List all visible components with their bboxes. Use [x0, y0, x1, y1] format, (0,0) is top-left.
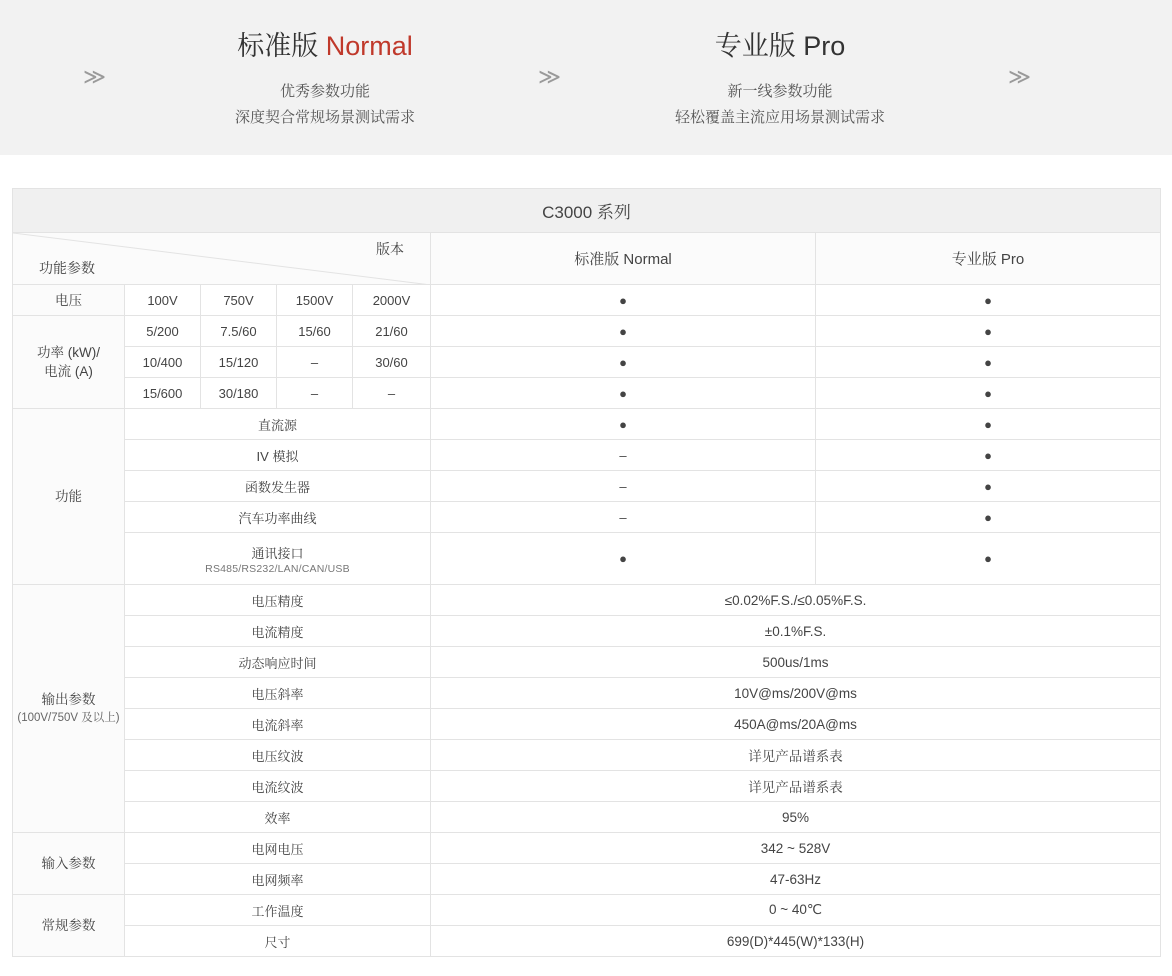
voltage-option-3: 1500V [277, 285, 353, 316]
output-name-7: 电流纹波 [125, 771, 431, 802]
power-r2-c4: 30/60 [353, 347, 431, 378]
power-r2-pro-mark: ● [816, 347, 1161, 378]
function-name-4: 汽车功率曲线 [125, 502, 431, 533]
table-row-power-3 [13, 378, 1161, 409]
table-row-power-2 [13, 347, 1161, 378]
chevron-right-icon-1: ≫ [82, 65, 108, 90]
spec-table [12, 188, 1161, 957]
power-r3-c3: – [277, 378, 353, 409]
table-row-function-5 [13, 533, 1161, 585]
corner-header-cell [13, 233, 431, 285]
function-4-normal-mark: – [431, 502, 816, 533]
function-name-5-sub: RS485/RS232/LAN/CAN/USB [205, 562, 350, 575]
version-desc-line2-normal: 深度契合常规场景测试需求 [234, 109, 415, 126]
table-row-function-4 [13, 502, 1161, 533]
row-label-output-main: 输出参数 [41, 691, 96, 707]
function-4-pro-mark: ● [816, 502, 1161, 533]
version-title-cn-pro: 专业版 [714, 31, 804, 61]
input-name-1: 电网电压 [125, 833, 431, 864]
table-row-output-5 [13, 709, 1161, 740]
power-r3-c4: – [353, 378, 431, 409]
output-value-2: ±0.1%F.S. [431, 616, 1161, 647]
power-r2-normal-mark: ● [431, 347, 816, 378]
output-value-5: 450A@ms/20A@ms [431, 709, 1161, 740]
output-name-2: 电流精度 [125, 616, 431, 647]
table-row-output-8 [13, 802, 1161, 833]
table-row-output-6 [13, 740, 1161, 771]
function-5-pro-mark: ● [816, 533, 1161, 585]
row-label-input: 输入参数 [13, 833, 125, 895]
function-3-pro-mark: ● [816, 471, 1161, 502]
row-label-general: 常规参数 [13, 895, 125, 957]
table-row-output-4 [13, 678, 1161, 709]
series-title: C3000 系列 [13, 189, 1161, 233]
table-row-general-1 [13, 895, 1161, 926]
power-r3-normal-mark: ● [431, 378, 816, 409]
chevron-right-icon-3: ≫ [1007, 65, 1033, 90]
table-row-output-3 [13, 647, 1161, 678]
power-r2-c1: 10/400 [125, 347, 201, 378]
power-r1-c4: 21/60 [353, 316, 431, 347]
voltage-option-2: 750V [201, 285, 277, 316]
column-header-normal: 标准版 Normal [431, 233, 816, 285]
output-name-6: 电压纹波 [125, 740, 431, 771]
voltage-option-4: 2000V [353, 285, 431, 316]
output-name-3: 动态响应时间 [125, 647, 431, 678]
version-card-pro [610, 24, 950, 131]
output-value-6: 详见产品谱系表 [431, 740, 1161, 771]
table-row-input-2 [13, 864, 1161, 895]
table-row-input-1 [13, 833, 1161, 864]
output-name-4: 电压斜率 [125, 678, 431, 709]
function-name-2: IV 模拟 [125, 440, 431, 471]
table-column-header-row [13, 233, 1161, 285]
power-r1-c1: 5/200 [125, 316, 201, 347]
power-r3-c2: 30/180 [201, 378, 277, 409]
table-row-general-2 [13, 926, 1161, 957]
table-row-function-1 [13, 409, 1161, 440]
voltage-pro-mark: ● [816, 285, 1161, 316]
function-2-pro-mark: ● [816, 440, 1161, 471]
general-value-1: 0 ~ 40℃ [431, 895, 1161, 926]
version-desc-line1-pro: 新一线参数功能 [727, 83, 833, 100]
version-title-cn-normal: 标准版 [237, 31, 326, 61]
voltage-normal-mark: ● [431, 285, 816, 316]
input-value-1: 342 ~ 528V [431, 833, 1161, 864]
table-row-output-2 [13, 616, 1161, 647]
function-name-1: 直流源 [125, 409, 431, 440]
row-label-output [13, 585, 125, 833]
power-r2-c2: 15/120 [201, 347, 277, 378]
general-name-2: 尺寸 [125, 926, 431, 957]
table-row-output-1 [13, 585, 1161, 616]
row-label-power [13, 316, 125, 409]
version-title-normal [160, 24, 490, 63]
version-title-en-pro: Pro [803, 31, 846, 61]
corner-version-label: 版本 [376, 241, 404, 257]
function-name-5: 通讯接口 [251, 545, 304, 561]
function-2-normal-mark: – [431, 440, 816, 471]
chevron-right-icon-2: ≫ [537, 65, 563, 90]
output-value-4: 10V@ms/200V@ms [431, 678, 1161, 709]
version-desc-line1-normal: 优秀参数功能 [279, 83, 370, 100]
table-row-output-7 [13, 771, 1161, 802]
power-r2-c3: – [277, 347, 353, 378]
version-desc-line2-pro: 轻松覆盖主流应用场景测试需求 [674, 109, 885, 126]
voltage-option-1: 100V [125, 285, 201, 316]
row-label-voltage: 电压 [13, 285, 125, 316]
function-name-5-cell [125, 533, 431, 585]
function-name-3: 函数发生器 [125, 471, 431, 502]
version-title-en-normal: Normal [325, 31, 413, 61]
column-header-pro: 专业版 Pro [816, 233, 1161, 285]
power-r1-normal-mark: ● [431, 316, 816, 347]
power-r1-pro-mark: ● [816, 316, 1161, 347]
spec-table-wrapper [12, 188, 1160, 957]
table-row-function-2 [13, 440, 1161, 471]
table-series-header-row [13, 189, 1161, 233]
version-banner [0, 0, 1172, 155]
output-name-8: 效率 [125, 802, 431, 833]
row-label-function: 功能 [13, 409, 125, 585]
function-1-normal-mark: ● [431, 409, 816, 440]
output-name-1: 电压精度 [125, 585, 431, 616]
corner-function-label: 功能参数 [39, 260, 95, 276]
version-card-normal [160, 24, 490, 131]
table-row-power-1 [13, 316, 1161, 347]
power-r1-c3: 15/60 [277, 316, 353, 347]
table-row-voltage [13, 285, 1161, 316]
output-value-1: ≤0.02%F.S./≤0.05%F.S. [431, 585, 1161, 616]
row-label-output-sub: (100V/750V 及以上) [17, 711, 120, 724]
row-label-power-line2: 电流 (A) [44, 364, 93, 379]
general-value-2: 699(D)*445(W)*133(H) [431, 926, 1161, 957]
general-name-1: 工作温度 [125, 895, 431, 926]
version-title-pro [610, 24, 950, 63]
output-value-3: 500us/1ms [431, 647, 1161, 678]
output-name-5: 电流斜率 [125, 709, 431, 740]
function-1-pro-mark: ● [816, 409, 1161, 440]
power-r1-c2: 7.5/60 [201, 316, 277, 347]
power-r3-pro-mark: ● [816, 378, 1161, 409]
output-value-8: 95% [431, 802, 1161, 833]
table-row-function-3 [13, 471, 1161, 502]
row-label-power-line1: 功率 (kW)/ [37, 345, 100, 360]
power-r3-c1: 15/600 [125, 378, 201, 409]
function-5-normal-mark: ● [431, 533, 816, 585]
function-3-normal-mark: – [431, 471, 816, 502]
input-name-2: 电网频率 [125, 864, 431, 895]
input-value-2: 47-63Hz [431, 864, 1161, 895]
output-value-7: 详见产品谱系表 [431, 771, 1161, 802]
